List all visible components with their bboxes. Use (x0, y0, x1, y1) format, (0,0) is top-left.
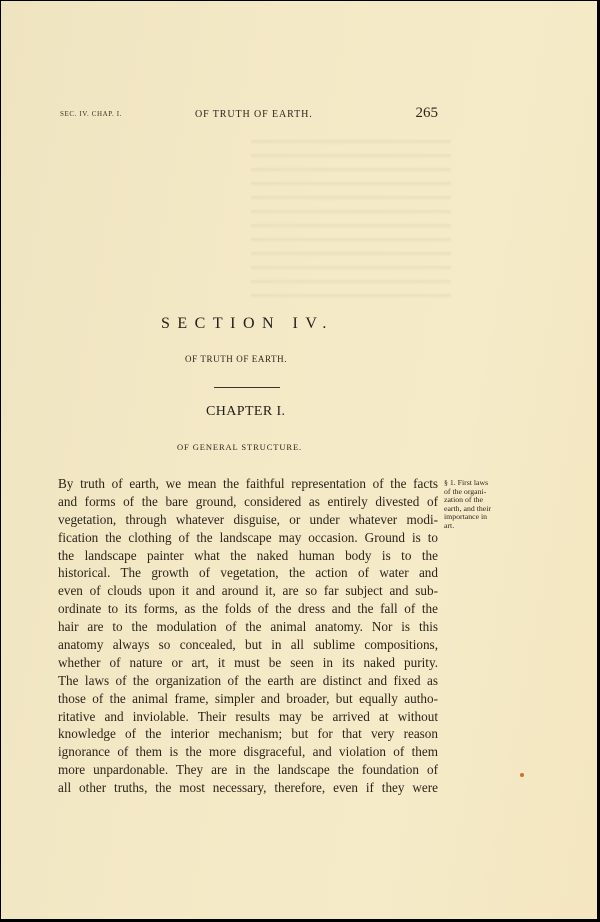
body-line: those of the animal frame, simpler and broader, but equally autho- (58, 690, 438, 706)
body-line: vegetation, through whatever disguise, or under whatever modi- (58, 511, 438, 527)
margin-note-line: of the organi- (444, 486, 487, 496)
margin-note-line: zation of the (444, 495, 483, 505)
body-paragraph (58, 475, 438, 797)
body-line: ritative and inviolable. Their results may be arrived at without (58, 708, 438, 724)
page-number: 265 (415, 105, 438, 121)
section-subtitle: OF TRUTH OF EARTH. (185, 354, 288, 364)
body-line: more unpardonable. They are in the landscape the foundation of (58, 762, 438, 778)
margin-note-line: earth, and their (444, 503, 491, 513)
body-line: and forms of the bare ground, considered as entirely divested of (58, 493, 438, 509)
body-line: The laws of the organization of the earth are distinct and fixed as (58, 672, 438, 688)
body-line: even of clouds upon it and around it, are so far subject and sub- (58, 583, 438, 599)
divider-rule (214, 387, 280, 388)
margin-note-line: § 1. First laws (444, 478, 489, 487)
chapter-subtitle: OF GENERAL STRUCTURE. (177, 442, 303, 452)
book-page (1, 1, 597, 919)
margin-note (444, 479, 534, 531)
body-line: hair are to the modulation of the animal anatomy. Nor is this (58, 619, 438, 635)
body-line: all other truths, the most necessary, therefore, even if they were (58, 780, 438, 796)
body-line: ignorance of them is the more disgraceful, and violation of them (58, 744, 438, 760)
section-title: SECTION IV. (161, 315, 334, 332)
body-line: ordinate to its forms, as the folds of the dress and the fall of the (58, 601, 438, 617)
show-through-text (251, 131, 451, 301)
margin-note-line: art. (444, 520, 455, 530)
running-head (60, 105, 440, 125)
running-head-title: OF TRUTH OF EARTH. (195, 109, 313, 120)
running-head-section: SEC. IV. CHAP. I. (60, 110, 122, 118)
body-line: historical. The growth of vegetation, the action of water and (58, 565, 438, 581)
body-line: knowledge of the interior mechanism; but for that very reason (58, 726, 438, 742)
body-line: By truth of earth, we mean the faithful representation of the facts (58, 476, 438, 491)
chapter-title: CHAPTER I. (206, 404, 286, 419)
paper-speck (520, 773, 524, 777)
body-line: whether of nature or art, it must be seen in its naked purity. (58, 654, 438, 670)
body-line: fication the clothing of the landscape may occasion. Ground is to (58, 529, 438, 545)
body-line: the landscape painter what the naked human body is to the (58, 547, 438, 563)
body-line: anatomy always so concealed, but in all sublime compositions, (58, 637, 438, 653)
margin-note-line: importance in (444, 512, 488, 522)
